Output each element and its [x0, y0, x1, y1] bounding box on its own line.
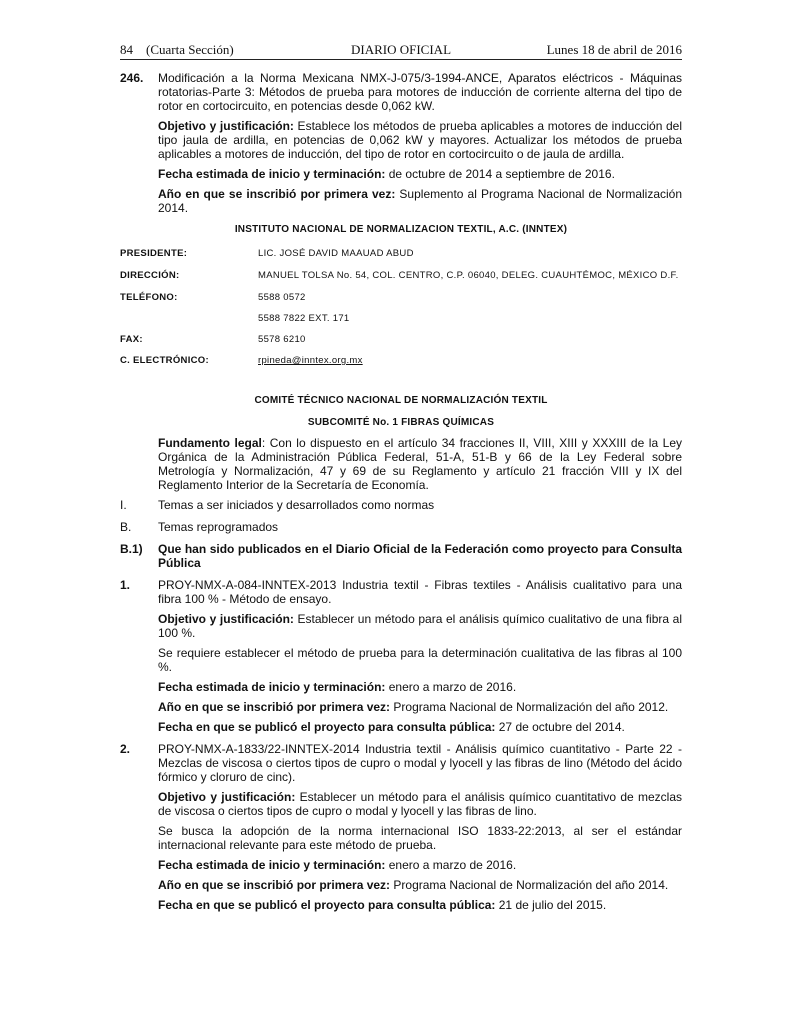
objective-paragraph	[120, 612, 682, 640]
objective-text: Establecer un método para el análisis químico cualitativo de una fibra al 100 %.	[158, 612, 683, 640]
date-text: de octubre de 2014 a septiembre de 2016.	[385, 167, 615, 181]
year-text: Suplemento al Programa Nacional de Normalización 2014.	[158, 187, 683, 215]
date-paragraph	[120, 858, 682, 872]
email-row	[120, 354, 682, 368]
year-paragraph	[120, 700, 682, 714]
entry-title: PROY-NMX-A-1833/22-INNTEX-2014 Industria textil - Análisis químico cuantitativo - Parte 22 - Mezclas de viscosa o ciertos tipos de cupro o modal y lyocell y las fibras de lino (Método del ácido fórmico y cloruro de cinc).	[158, 742, 682, 784]
year-label: Año en que se inscribió por primera vez:	[158, 700, 391, 714]
publication-label: Fecha en que se publicó el proyecto para consulta pública:	[158, 720, 496, 734]
section-B1-title: Que han sido publicados en el Diario Oficial de la Federación como proyecto para Consulta Pública	[158, 542, 682, 570]
page-header	[120, 42, 682, 58]
year-paragraph	[120, 187, 682, 215]
header-page-section: 84 (Cuarta Sección)	[120, 42, 234, 57]
phone-row	[120, 291, 682, 305]
phone-label: TELÉFONO:	[120, 292, 178, 303]
publication-text: 21 de julio del 2015.	[495, 898, 607, 912]
publication-label: Fecha en que se publicó el proyecto para consulta pública:	[158, 898, 496, 912]
entry-2	[120, 742, 682, 784]
publication-paragraph	[120, 720, 682, 734]
header-rule	[120, 59, 682, 60]
publication-text: 27 de octubre del 2014.	[495, 720, 625, 734]
phone-value-1: 5588 0572	[258, 292, 306, 303]
entry-title: PROY-NMX-A-084-INNTEX-2013 Industria textil - Fibras textiles - Análisis cualitativo para una fibra 100 % - Método de ensayo.	[158, 578, 682, 606]
date-paragraph	[120, 167, 682, 181]
date-label: Fecha estimada de inicio y terminación:	[158, 167, 386, 181]
date-label: Fecha estimada de inicio y terminación:	[158, 680, 386, 694]
objective-text: Establecer un método para el análisis químico cuantitativo de mezclas de viscosa o ciertos tipos de cupro o modal y lyocell y las fibras de lino.	[158, 790, 682, 818]
objective-paragraph	[120, 119, 682, 161]
section-B1	[120, 542, 682, 570]
president-row	[120, 247, 682, 261]
section-B-title: Temas reprogramados	[158, 520, 279, 534]
institute-info	[120, 247, 682, 368]
address-label: DIRECCIÓN:	[120, 270, 180, 281]
date-paragraph	[120, 680, 682, 694]
year-label: Año en que se inscribió por primera vez:	[158, 878, 391, 892]
note-paragraph: Se requiere establecer el método de prueba para la determinación cualitativa de las fibras al 100 %.	[158, 646, 682, 674]
subcommittee-title: SUBCOMITÉ No. 1 FIBRAS QUÍMICAS	[307, 417, 495, 428]
entry-1	[120, 578, 682, 606]
fax-value: 5578 6210	[258, 334, 306, 345]
address-value: MANUEL TOLSA No. 54, COL. CENTRO, C.P. 06040, DELEG. CUAUHTÉMOC, MÉXICO D.F.	[258, 270, 679, 281]
president-value: LIC. JOSÉ DAVID MAAUAD ABUD	[258, 248, 414, 259]
section-I-title: Temas a ser iniciados y desarrollados como normas	[158, 498, 435, 512]
section-B	[120, 520, 682, 534]
institute-title: INSTITUTO NACIONAL DE NORMALIZACION TEXTIL, A.C. (INNTEX)	[234, 224, 568, 235]
publication-paragraph	[120, 898, 682, 912]
section-I-number: I.	[120, 498, 127, 512]
phone-value-2: 5588 7822 EXT. 171	[258, 313, 350, 324]
legal-basis-paragraph	[120, 436, 682, 492]
phone-row-2	[120, 312, 682, 326]
objective-text: Establece los métodos de prueba aplicables a motores de inducción del tipo jaula de ardilla, en potencias de 0,062 kW y mayores. Actualizar los métodos de prueba aplicables a motores de inducción, del tipo de rotor en cortocircuito o de jaula de ardilla.	[158, 119, 682, 161]
note-paragraph: Se busca la adopción de la norma internacional ISO 1833-22:2013, al ser el estándar internacional relevante para este método de prueba.	[158, 824, 682, 852]
president-label: PRESIDENTE:	[120, 248, 188, 259]
objective-paragraph	[120, 790, 682, 818]
section-B-number: B.	[120, 520, 132, 534]
objective-label: Objetivo y justificación:	[158, 790, 296, 804]
entry-number: 1.	[120, 578, 131, 592]
email-link[interactable]: rpineda@inntex.org.mx	[258, 355, 363, 366]
date-text: enero a marzo de 2016.	[385, 858, 517, 872]
year-text: Programa Nacional de Normalización del año 2014.	[390, 878, 669, 892]
header-publication-title: DIARIO OFICIAL	[350, 42, 452, 57]
entry-number: 2.	[120, 742, 131, 756]
year-text: Programa Nacional de Normalización del año 2012.	[390, 700, 669, 714]
address-row	[120, 269, 682, 283]
entry-title: Modificación a la Norma Mexicana NMX-J-075/3-1994-ANCE, Aparatos eléctricos - Máquinas rotatorias-Parte 3: Métodos de prueba para motores de inducción de corriente alterna del tipo de rotor en cortocircuito, en potencias desde 0,062 kW.	[158, 71, 682, 113]
objective-label: Objetivo y justificación:	[158, 119, 294, 133]
objective-label: Objetivo y justificación:	[158, 612, 294, 626]
legal-basis-text: : Con lo dispuesto en el artículo 34 fracciones II, VIII, XIII y XXXIII de la Ley Orgánica de la Administración Pública Federal, 51-A, 51-B y 66 de la Ley Federal sobre Metrología y Normalización, 47 y 69 de su Reglamento y artículo 21 fracción VIII y IX del Reglamento Interior de la Secretaría de Economía.	[158, 436, 683, 492]
section-I	[120, 498, 682, 512]
entry-number: 246.	[120, 71, 144, 85]
page-body	[120, 71, 682, 912]
header-date: Lunes 18 de abril de 2016	[546, 42, 682, 57]
email-label: C. ELECTRÓNICO:	[120, 355, 209, 366]
fax-row	[120, 333, 682, 347]
date-text: enero a marzo de 2016.	[385, 680, 517, 694]
year-paragraph	[120, 878, 682, 892]
fax-label: FAX:	[120, 334, 143, 345]
legal-basis-label: Fundamento legal	[158, 436, 262, 450]
section-B1-number: B.1)	[120, 542, 143, 556]
committee-title: COMITÉ TÉCNICO NACIONAL DE NORMALIZACIÓN TEXTIL	[254, 395, 548, 406]
date-label: Fecha estimada de inicio y terminación:	[158, 858, 386, 872]
year-label: Año en que se inscribió por primera vez:	[158, 187, 396, 201]
entry-246	[120, 71, 682, 113]
